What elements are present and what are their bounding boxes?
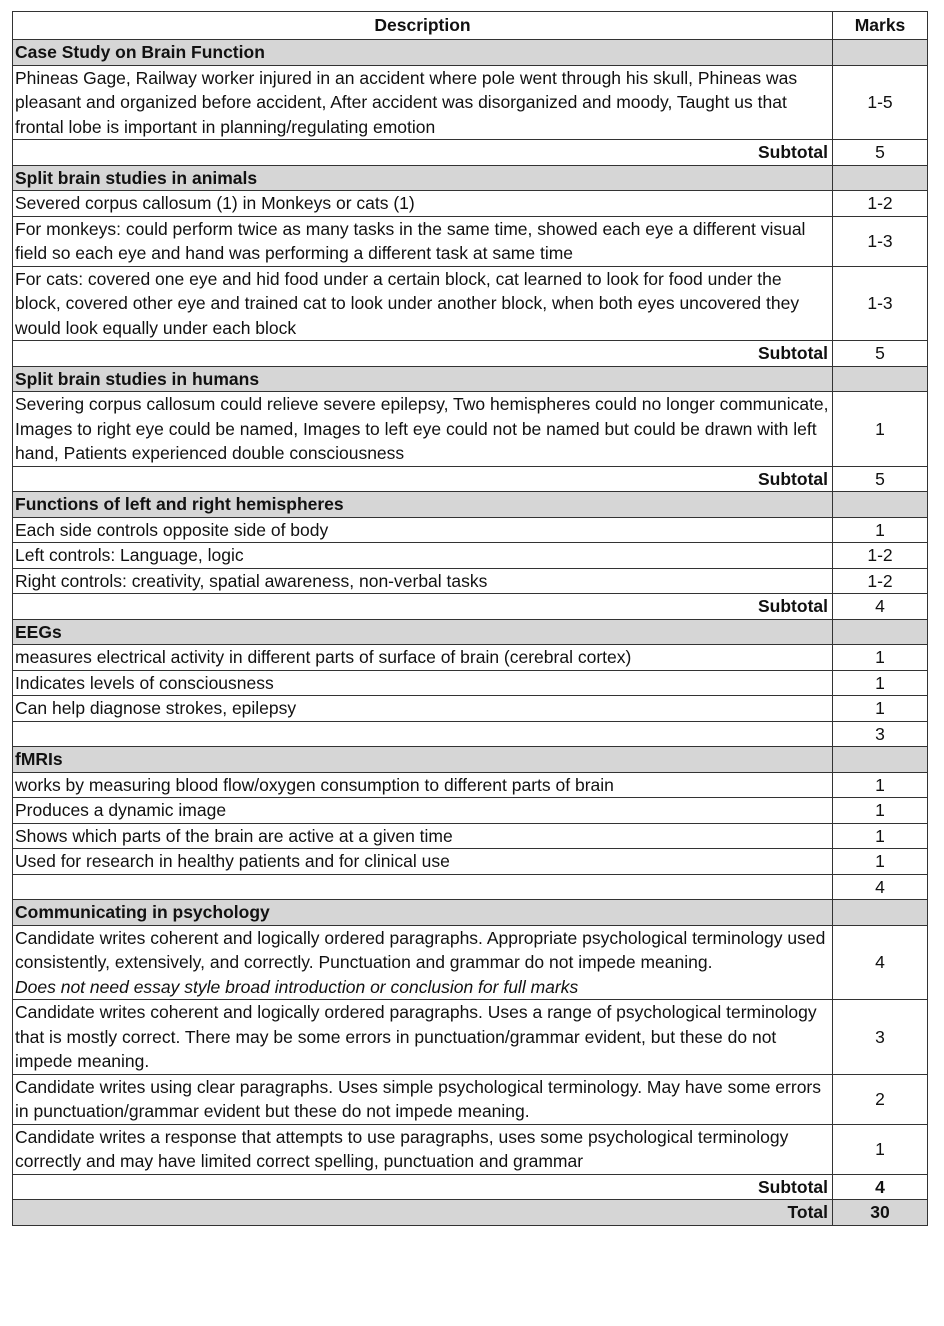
criterion-row: [13, 798, 928, 824]
total-marks: 30: [833, 1200, 928, 1226]
criterion-text: Right controls: creativity, spatial awareness, non-verbal tasks: [15, 570, 488, 591]
subtotal-row: [13, 1174, 928, 1200]
criterion-marks: 1-5: [833, 65, 928, 140]
section-title: EEGs: [13, 619, 833, 645]
section-header-row: [13, 900, 928, 926]
criterion-description: [13, 645, 833, 671]
subtotal-label-empty: [13, 721, 833, 747]
criterion-marks: 3: [833, 1000, 928, 1075]
criterion-text: Candidate writes a response that attempts to use paragraphs, uses some psychological terminology correctly and may have limited correct spelling, punctuation and grammar: [15, 1126, 789, 1171]
subtotal-marks: 5: [833, 140, 928, 166]
section-header-row: [13, 747, 928, 773]
criterion-text: For cats: covered one eye and hid food under a certain block, cat learned to look for food under the block, covered other eye and trained cat to look under another block, when both eyes uncovered they would look equally under each block: [15, 268, 800, 338]
section-title: Split brain studies in animals: [13, 165, 833, 191]
criterion-text: Can help diagnose strokes, epilepsy: [15, 698, 297, 718]
criterion-description: [13, 517, 833, 543]
criterion-text: Candidate writes coherent and logically ordered paragraphs. Appropriate psychological terminology used consistently, extensively, and correctly. Punctuation and grammar do not impede meaning.: [15, 927, 826, 972]
criterion-row: [13, 517, 928, 543]
section-header-row: [13, 165, 928, 191]
criterion-marks: 4: [833, 925, 928, 1000]
criterion-marks: 1-2: [833, 191, 928, 217]
criterion-marks: 1: [833, 823, 928, 849]
subtotal-row: [13, 594, 928, 620]
criterion-text: For monkeys: could perform twice as many tasks in the same time, showed each eye a different visual field so each eye and hand was performing a different task at same time: [15, 218, 806, 263]
criterion-text: Left controls: Language, logic: [15, 545, 244, 565]
subtotal-row: [13, 341, 928, 367]
criterion-text: Indicates levels of consciousness: [15, 672, 274, 693]
subtotal-marks: 3: [833, 721, 928, 747]
criterion-marks: 1: [833, 392, 928, 467]
section-title: Case Study on Brain Function: [13, 40, 833, 66]
section-marks-cell: [833, 40, 928, 66]
subtotal-marks: 4: [833, 594, 928, 620]
criterion-description: [13, 1000, 833, 1075]
criterion-row: [13, 568, 928, 594]
criterion-description: [13, 798, 833, 824]
criterion-description: [13, 568, 833, 594]
criterion-text: Severed corpus callosum (1) in Monkeys or cats (1): [15, 193, 415, 213]
criterion-marks: 2: [833, 1074, 928, 1124]
total-label: Total: [13, 1200, 833, 1226]
criterion-description: [13, 772, 833, 798]
section-marks-cell: [833, 492, 928, 518]
criterion-marks: 1: [833, 798, 928, 824]
criterion-row: [13, 1124, 928, 1174]
criterion-description: [13, 670, 833, 696]
criterion-description: [13, 925, 833, 1000]
criterion-text: Candidate writes coherent and logically ordered paragraphs. Uses a range of psychological terminology that is mostly correct. There may be some errors in punctuation/grammar evident, but these do not impede meaning.: [15, 1002, 817, 1071]
criterion-description: [13, 1074, 833, 1124]
criterion-text: Phineas Gage, Railway worker injured in an accident where pole went through his skull, Phineas was pleasant and organized before accident, After accident was disorganized and moody, Taught us that frontal lobe is important in planning/regulating emotion: [15, 67, 798, 137]
subtotal-marks: 5: [833, 466, 928, 492]
criterion-marks: 1: [833, 1124, 928, 1174]
criterion-marks: 1: [833, 849, 928, 875]
criterion-description: [13, 823, 833, 849]
criterion-row: [13, 645, 928, 671]
subtotal-label: Subtotal: [13, 140, 833, 166]
subtotal-row: [13, 466, 928, 492]
criterion-text: Severing corpus callosum could relieve severe epilepsy, Two hemispheres could no longer communicate, Images to right eye could be named, Images to left eye could not be named but could be drawn with left hand, Patients experienced double consciousness: [15, 394, 829, 463]
criterion-text: Each side controls opposite side of body: [15, 519, 329, 540]
criterion-marks: 1: [833, 517, 928, 543]
criterion-text: Candidate writes using clear paragraphs. Uses simple psychological terminology. May have some errors in punctuation/grammar evident but these do not impede meaning.: [15, 1076, 822, 1121]
criterion-text: measures electrical activity in different parts of surface of brain (cerebral cortex): [15, 647, 632, 667]
section-header-row: [13, 492, 928, 518]
criterion-description: [13, 849, 833, 875]
criterion-marks: 1-3: [833, 266, 928, 341]
section-title: Communicating in psychology: [13, 900, 833, 926]
criterion-row: [13, 543, 928, 569]
subtotal-marks: 4: [833, 874, 928, 900]
section-header-row: [13, 366, 928, 392]
criterion-description: [13, 216, 833, 266]
criterion-description: [13, 543, 833, 569]
section-title: Functions of left and right hemispheres: [13, 492, 833, 518]
subtotal-row: [13, 140, 928, 166]
subtotal-marks: 5: [833, 341, 928, 367]
criterion-text: works by measuring blood flow/oxygen consumption to different parts of brain: [15, 774, 614, 795]
section-marks-cell: [833, 619, 928, 645]
section-marks-cell: [833, 366, 928, 392]
criterion-row: [13, 849, 928, 875]
subtotal-marks: 4: [833, 1174, 928, 1200]
criterion-note: Does not need essay style broad introduction or conclusion for full marks: [15, 976, 579, 997]
criterion-row: [13, 266, 928, 341]
section-marks-cell: [833, 747, 928, 773]
section-header-row: [13, 619, 928, 645]
criterion-marks: 1: [833, 772, 928, 798]
criterion-description: [13, 191, 833, 217]
subtotal-label: Subtotal: [13, 466, 833, 492]
subtotal-label: Subtotal: [13, 341, 833, 367]
criterion-marks: 1-2: [833, 543, 928, 569]
criterion-description: [13, 65, 833, 140]
marking-rubric-table: [12, 11, 928, 1226]
criterion-row: [13, 216, 928, 266]
criterion-marks: 1: [833, 645, 928, 671]
criterion-marks: 1-3: [833, 216, 928, 266]
criterion-description: [13, 266, 833, 341]
criterion-text: Used for research in healthy patients and for clinical use: [15, 851, 450, 871]
subtotal-row: [13, 874, 928, 900]
criterion-description: [13, 696, 833, 722]
criterion-row: [13, 65, 928, 140]
criterion-description: [13, 1124, 833, 1174]
rubric-body: [13, 40, 928, 1226]
header-row: [13, 12, 928, 40]
criterion-row: [13, 1074, 928, 1124]
description-header: Description: [13, 12, 833, 40]
criterion-marks: 1-2: [833, 568, 928, 594]
section-marks-cell: [833, 900, 928, 926]
criterion-row: [13, 392, 928, 467]
subtotal-label: Subtotal: [13, 594, 833, 620]
subtotal-label-empty: [13, 874, 833, 900]
criterion-marks: 1: [833, 670, 928, 696]
criterion-row: [13, 191, 928, 217]
section-marks-cell: [833, 165, 928, 191]
subtotal-label: Subtotal: [13, 1174, 833, 1200]
subtotal-row: [13, 721, 928, 747]
criterion-marks: 1: [833, 696, 928, 722]
criterion-description: [13, 392, 833, 467]
total-row: [13, 1200, 928, 1226]
criterion-text: Shows which parts of the brain are active at a given time: [15, 825, 453, 846]
criterion-row: [13, 925, 928, 1000]
criterion-row: [13, 670, 928, 696]
criterion-row: [13, 696, 928, 722]
criterion-text: Produces a dynamic image: [15, 800, 227, 820]
marks-header: Marks: [833, 12, 928, 40]
section-header-row: [13, 40, 928, 66]
section-title: Split brain studies in humans: [13, 366, 833, 392]
criterion-row: [13, 772, 928, 798]
section-title: fMRIs: [13, 747, 833, 773]
criterion-row: [13, 823, 928, 849]
criterion-row: [13, 1000, 928, 1075]
